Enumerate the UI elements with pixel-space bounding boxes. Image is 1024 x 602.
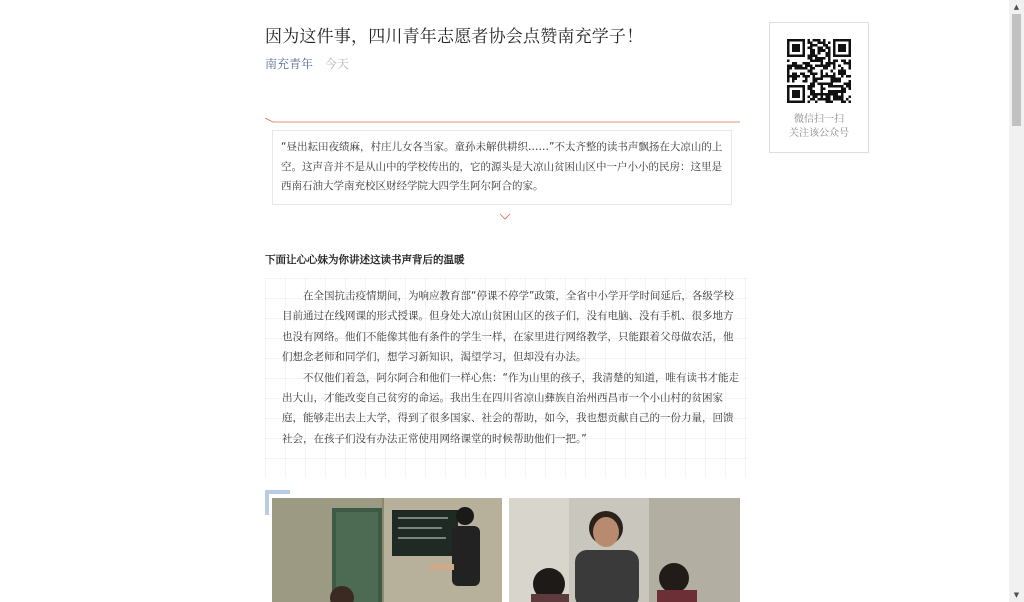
intro-quote-text: “昼出耘田夜绩麻，村庄儿女各当家。童孙未解供耕织……”不太齐整的读书声飘扬在大凉山的上空。这声音并不是从山中的学校传出的，它的源头是大凉山贫困山区中一户小小的民房：这里是西南石油大学南充校区财经学院大四学生阿尔阿合的家。 [281,141,723,192]
decorative-divider-top [265,118,740,124]
account-name-link[interactable]: 南充青年 [265,57,314,71]
publish-date: 今天 [324,57,349,71]
qr-caption [770,113,868,141]
body-paragraph: 不仅他们着急，阿尔阿合和他们一样心焦：“作为山里的孩子，我清楚的知道，唯有读书才能走出大山，才能改变自己贫穷的命运。我出生在四川省凉山彝族自治州西昌市一个小山村的贫困家庭，能够走出去上大学，得到了很多国家、社会的帮助，如今，我也想贡献自己的一份力量，回馈社会，在孩子们没有办法正常使用网络课堂的时候帮助他们一把。” [282,371,739,445]
photo-teaching-blackboard [272,498,502,602]
scrollbar-thumb[interactable] [1012,14,1021,126]
photo-student-with-children [509,498,740,602]
article-meta [265,55,349,72]
qr-code-card [769,22,869,153]
scroll-up-arrow-icon[interactable]: ▲ [1013,3,1020,11]
decorative-divider-bottom [265,209,740,221]
section-heading: 下面让心心妹为你讲述这读书声背后的温暖 [265,254,465,266]
body-paragraph: 在全国抗击疫情期间，为响应教育部“停课不停学”政策，全省中小学开学时间延后，各级学校目前通过在线网课的形式授课。但身处大凉山贫困山区的孩子们，没有电脑、没有手机、很多地方也没有网络。他们不能像其他有条件的学生一样，在家里进行网络教学，只能跟着父母做农活，他们想念老师和同学们，想学习新知识，渴望学习，但却没有办法。 [282,290,734,364]
article-body [265,278,747,478]
article-title: 因为这件事，四川青年志愿者协会点赞南充学子！ [265,27,644,47]
scroll-down-arrow-icon[interactable]: ▼ [1013,591,1020,599]
qr-caption-line1: 微信扫一扫 [794,114,844,125]
qr-code-image [787,39,851,103]
vertical-scrollbar[interactable] [1009,0,1024,602]
intro-quote [272,130,732,205]
qr-modules [787,39,851,103]
qr-caption-line2: 关注该公众号 [789,128,849,139]
